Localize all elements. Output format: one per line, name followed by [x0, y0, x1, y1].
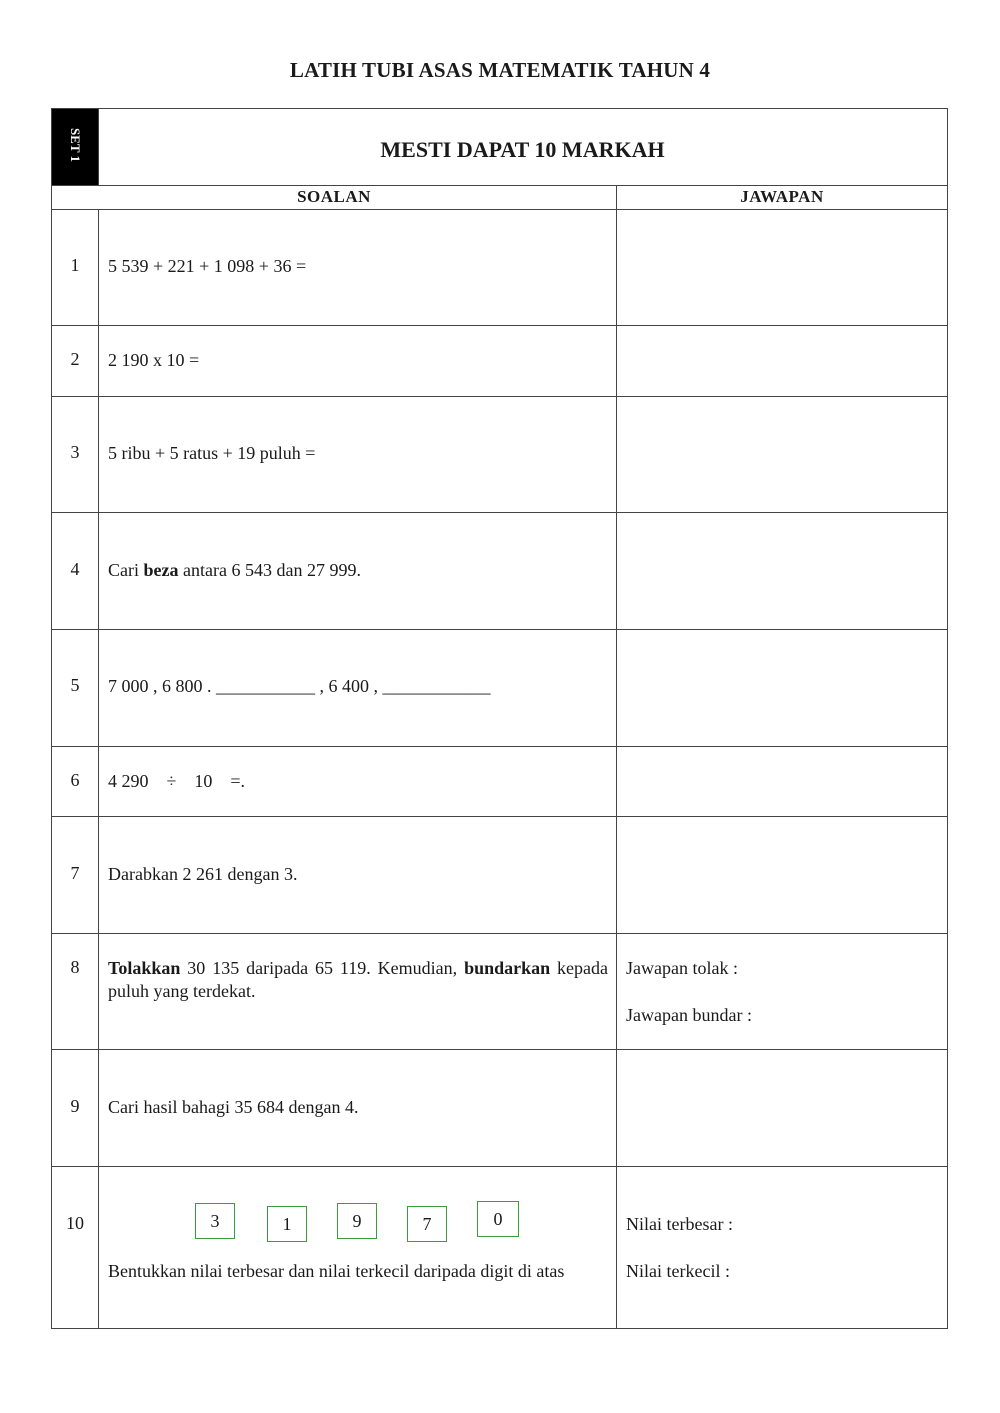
digit-card: 7	[407, 1206, 447, 1242]
worksheet-table	[51, 108, 948, 1329]
answer-cell[interactable]	[617, 629, 948, 746]
answer-cell[interactable]	[617, 816, 948, 933]
question-row-6	[52, 746, 947, 816]
question-row-10	[52, 1166, 947, 1329]
page-title: LATIH TUBI ASAS MATEMATIK TAHUN 4	[289, 58, 711, 82]
answer-label-bundar: Jawapan bundar :	[626, 1005, 752, 1025]
digit-card: 9	[337, 1203, 377, 1239]
question-row-3	[52, 396, 947, 512]
question-text: 4 290 ÷ 10 =.	[108, 771, 246, 791]
question-text	[108, 957, 608, 1003]
question-text-part: 30 135 daripada 65 119. Kemudian,	[180, 958, 465, 978]
question-number: 6	[70, 770, 80, 790]
answer-cell[interactable]	[617, 746, 948, 816]
question-row-1	[52, 209, 947, 325]
question-row-9	[52, 1049, 947, 1166]
question-text-part: Cari	[108, 560, 144, 580]
question-text: Darabkan 2 261 dengan 3.	[108, 864, 298, 884]
question-text: 2 190 x 10 =	[108, 350, 200, 370]
answer-cell[interactable]	[617, 512, 948, 629]
answer-cell[interactable]	[617, 325, 948, 396]
column-header-jawapan: JAWAPAN	[740, 187, 824, 206]
question-number: 9	[70, 1096, 80, 1116]
banner-heading: MESTI DAPAT 10 MARKAH	[380, 137, 665, 162]
digit-card: 3	[195, 1203, 235, 1239]
question-number: 5	[70, 675, 80, 695]
column-header-soalan: SOALAN	[297, 187, 371, 206]
answer-label-tolak: Jawapan tolak :	[626, 958, 738, 978]
question-text-part: kepada puluh yang terdekat.	[108, 958, 609, 1001]
answer-label-terkecil: Nilai terkecil :	[626, 1261, 730, 1281]
question-number: 8	[70, 957, 80, 977]
keyword-bundarkan: bundarkan	[464, 958, 551, 978]
question-number: 1	[70, 255, 80, 275]
answer-label-terbesar: Nilai terbesar :	[626, 1214, 733, 1234]
question-text: 5 539 + 221 + 1 098 + 36 =	[108, 256, 307, 276]
question-row-7	[52, 816, 947, 933]
question-row-4	[52, 512, 947, 629]
question-text-part: antara 6 543 dan 27 999.	[178, 560, 361, 580]
question-number: 3	[70, 442, 80, 462]
answer-cell[interactable]	[617, 396, 948, 512]
question-row-5	[52, 629, 947, 746]
digit-card: 0	[477, 1201, 519, 1237]
digit-card: 1	[267, 1206, 307, 1242]
question-number: 7	[70, 863, 80, 883]
question-row-2	[52, 325, 947, 396]
question-text: Cari hasil bahagi 35 684 dengan 4.	[108, 1097, 359, 1117]
divider	[98, 109, 99, 185]
answer-cell[interactable]	[617, 1049, 948, 1166]
answer-cell[interactable]	[617, 209, 948, 325]
set-tab	[52, 109, 98, 185]
question-number: 4	[70, 559, 80, 579]
question-text: 7 000 , 6 800 . ___________ , 6 400 , ____________	[108, 676, 491, 696]
question-text: 5 ribu + 5 ratus + 19 puluh =	[108, 443, 316, 463]
keyword-beza: beza	[143, 560, 179, 580]
keyword-tolakkan: Tolakkan	[108, 958, 181, 978]
question-row-8	[52, 933, 947, 1049]
set-label: SET 1	[68, 127, 83, 163]
question-number: 10	[66, 1213, 84, 1233]
question-number: 2	[70, 349, 80, 369]
question-text: Bentukkan nilai terbesar dan nilai terkecil daripada digit di atas	[108, 1261, 565, 1281]
question-text	[108, 559, 610, 582]
